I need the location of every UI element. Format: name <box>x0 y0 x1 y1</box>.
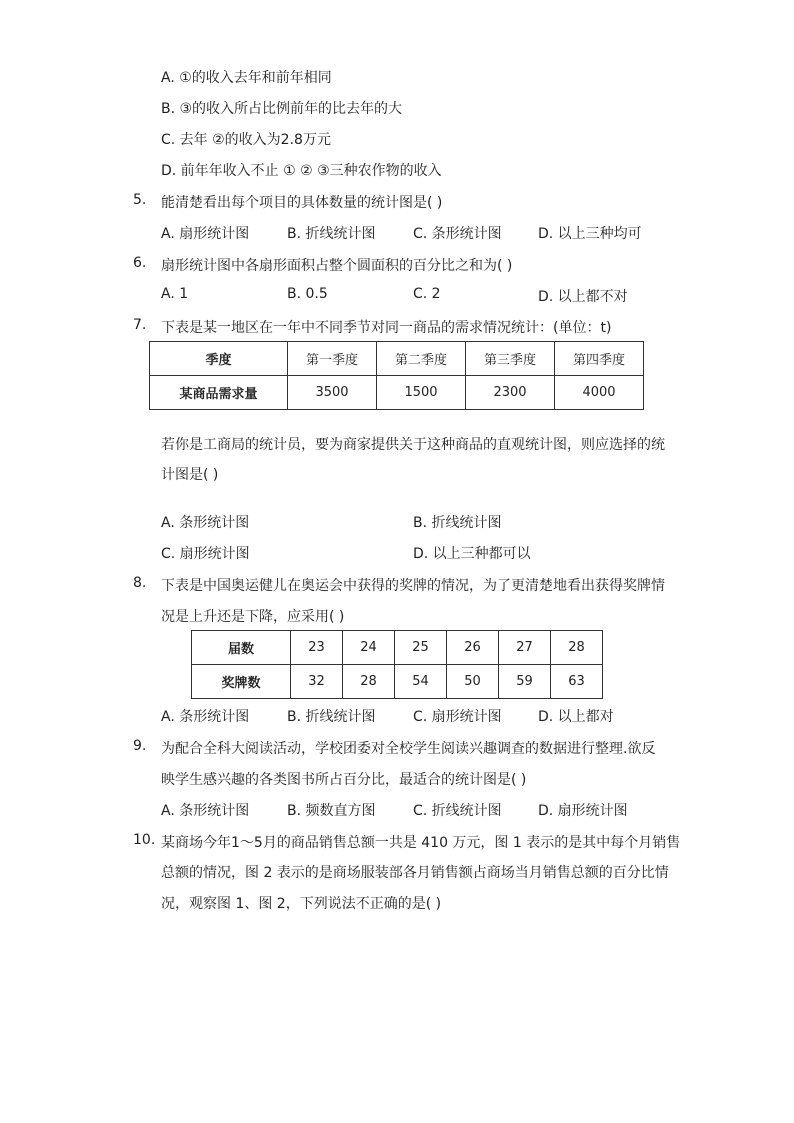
q4-option-b: B. ③的收入所占比例前年的比去年的大 <box>161 101 403 117</box>
q5-option-c: C. 条形统计图 <box>413 226 502 242</box>
q7-option-d: D. 以上三种都可以 <box>413 546 531 562</box>
q7-number: 7. <box>133 317 147 333</box>
table-cell: 3500 <box>288 376 377 410</box>
table-cell: 32 <box>291 665 343 699</box>
table-header-cell: 第一季度 <box>288 342 377 376</box>
table-header-cell: 届数 <box>192 631 291 665</box>
q10-stem-line-3: 况，观察图 1、图 2，下列说法不正确的是( ) <box>161 896 442 912</box>
table-cell: 54 <box>395 665 447 699</box>
q8-option-a: A. 条形统计图 <box>161 709 250 725</box>
q4-option-d: D. 前年年收入不止 ① ② ③三种农作物的收入 <box>161 163 442 179</box>
q6-option-c: C. 2 <box>413 286 441 302</box>
q5-number: 5. <box>133 192 147 208</box>
q9-option-b: B. 频数直方图 <box>287 803 376 819</box>
table-header-cell: 28 <box>551 631 603 665</box>
table-header-cell: 26 <box>447 631 499 665</box>
table-header-cell: 第三季度 <box>466 342 555 376</box>
table-header-cell: 25 <box>395 631 447 665</box>
q4-option-c: C. 去年 ②的收入为2.8万元 <box>161 132 331 148</box>
q9-stem-line-1: 为配合全科大阅读活动，学校团委对全校学生阅读兴趣调查的数据进行整理.欲反 <box>161 741 656 757</box>
table-row <box>192 665 603 699</box>
table-cell: 2300 <box>466 376 555 410</box>
q5-option-a: A. 扇形统计图 <box>161 226 250 242</box>
q7-option-c: C. 扇形统计图 <box>161 546 250 562</box>
table-row-label: 某商品需求量 <box>150 376 288 410</box>
q7-follow-line-2: 计图是( ) <box>161 467 219 483</box>
q5-stem: 能清楚看出每个项目的具体数量的统计图是( ) <box>161 195 443 211</box>
table-cell: 63 <box>551 665 603 699</box>
table-cell: 50 <box>447 665 499 699</box>
q6-option-b: B. 0.5 <box>287 286 328 302</box>
q6-stem: 扇形统计图中各扇形面积占整个圆面积的百分比之和为( ) <box>161 258 513 274</box>
q7-stem: 下表是某一地区在一年中不同季节对同一商品的需求情况统计：(单位：t) <box>161 320 612 336</box>
q9-option-a: A. 条形统计图 <box>161 803 250 819</box>
table-row <box>192 631 603 665</box>
q9-option-c: C. 折线统计图 <box>413 803 502 819</box>
q10-stem-line-1: 某商场今年1～5月的商品销售总额一共是 410 万元，图 1 表示的是其中每个月销售 <box>161 835 681 851</box>
q8-option-d: D. 以上都对 <box>538 709 614 725</box>
table-header-cell: 季度 <box>150 342 288 376</box>
table-header-cell: 24 <box>343 631 395 665</box>
q8-medal-table <box>191 630 603 699</box>
table-cell: 28 <box>343 665 395 699</box>
q8-stem-line-2: 况是上升还是下降，应采用( ) <box>161 609 345 625</box>
q6-option-d: D. 以上都不对 <box>538 289 628 305</box>
q9-stem-line-2: 映学生感兴趣的各类图书所占百分比，最适合的统计图是( ) <box>161 772 527 788</box>
q8-number: 8. <box>133 575 147 591</box>
q6-option-a: A. 1 <box>161 286 189 302</box>
table-row <box>150 376 644 410</box>
table-header-cell: 27 <box>499 631 551 665</box>
table-cell: 1500 <box>377 376 466 410</box>
table-cell: 59 <box>499 665 551 699</box>
table-cell: 4000 <box>555 376 644 410</box>
q8-option-b: B. 折线统计图 <box>287 709 376 725</box>
q7-demand-table <box>149 341 644 410</box>
q5-option-d: D. 以上三种均可 <box>538 226 642 242</box>
table-header-cell: 23 <box>291 631 343 665</box>
q9-number: 9. <box>133 738 147 754</box>
q7-option-a: A. 条形统计图 <box>161 515 250 531</box>
table-row-label: 奖牌数 <box>192 665 291 699</box>
q5-option-b: B. 折线统计图 <box>287 226 376 242</box>
q8-option-c: C. 扇形统计图 <box>413 709 502 725</box>
table-row <box>150 342 644 376</box>
table-header-cell: 第四季度 <box>555 342 644 376</box>
q4-option-a: A. ①的收入去年和前年相同 <box>161 70 332 86</box>
q6-number: 6. <box>133 255 147 271</box>
q8-stem-line-1: 下表是中国奥运健儿在奥运会中获得的奖牌的情况，为了更清楚地看出获得奖牌情 <box>161 578 665 594</box>
q7-follow-line-1: 若你是工商局的统计员，要为商家提供关于这种商品的直观统计图，则应选择的统 <box>161 437 665 453</box>
q7-option-b: B. 折线统计图 <box>413 515 502 531</box>
q10-number: 10. <box>133 832 156 848</box>
q10-stem-line-2: 总额的情况，图 2 表示的是商场服装部各月销售额占商场当月销售总额的百分比情 <box>161 865 669 881</box>
q9-option-d: D. 扇形统计图 <box>538 803 628 819</box>
table-header-cell: 第二季度 <box>377 342 466 376</box>
